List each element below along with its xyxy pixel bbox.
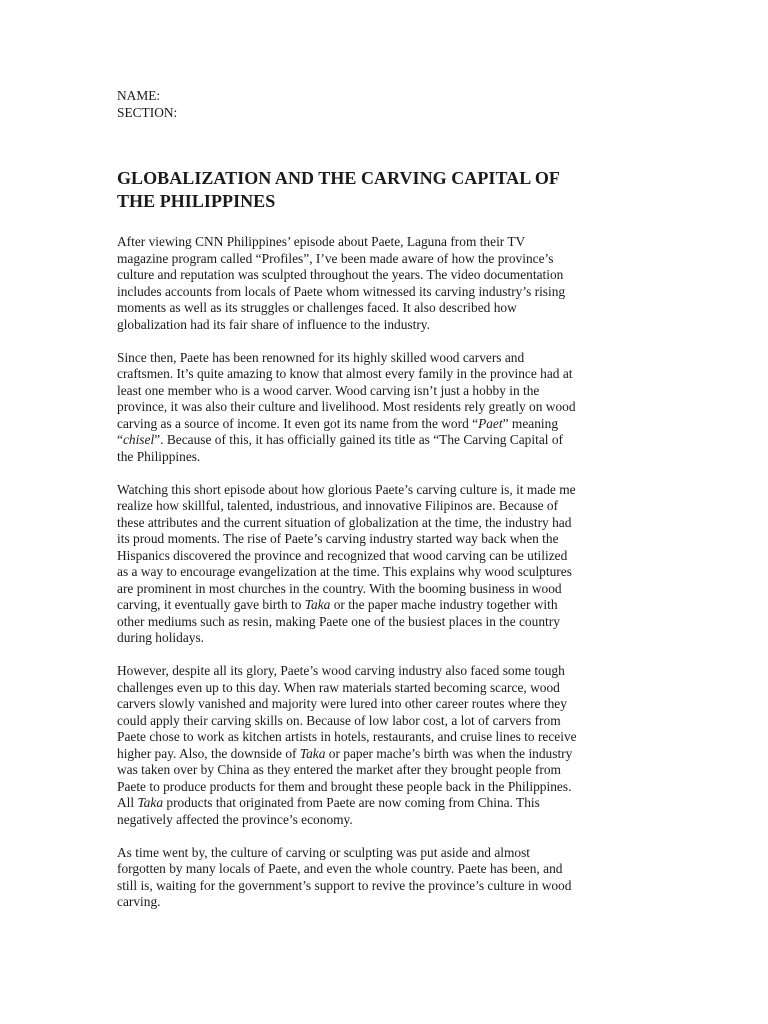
paragraph-line: Paete to produce products for them and brought these people back in the Philippines. <box>117 778 572 794</box>
paragraph-line: these attributes and the current situation of globalization at the time, the industry had <box>117 514 572 530</box>
paragraph-line: Hispanics discovered the province and recognized that wood carving can be utilized <box>117 547 568 563</box>
text-run: ” meaning <box>502 415 559 431</box>
italic-word: Paet <box>478 415 503 431</box>
paragraph-line: includes accounts from locals of Paete whom witnessed its carving industry’s rising <box>117 283 566 299</box>
document-title <box>117 167 657 213</box>
paragraph-line: magazine program called “Profiles”, I’ve been made aware of how the province’s <box>117 250 554 266</box>
text-run: or paper mache’s birth was when the industry <box>325 745 573 761</box>
paragraph-line: As time went by, the culture of carving or sculpting was put aside and almost <box>117 844 531 860</box>
paragraph-line: least one member who is a wood carver. Wood carving isn’t just a hobby in the <box>117 382 540 398</box>
italic-word: Taka <box>299 745 326 761</box>
paragraph-line: could apply their carving skills on. Because of low labor cost, a lot of carvers from <box>117 712 561 728</box>
paragraph-line: However, despite all its glory, Paete’s wood carving industry also faced some tough <box>117 663 565 678</box>
section-label: SECTION: <box>117 104 178 120</box>
paragraph-3 <box>117 482 657 647</box>
paragraph-line: forgotten by many locals of Paete, and even the whole country. Paete has been, and <box>117 861 563 876</box>
paragraph-line: moments as well as its struggles or challenges faced. It also described how <box>117 300 517 315</box>
paragraph-2 <box>117 350 657 466</box>
paragraph-line: carvers slowly vanished and majority were lured into other career routes where they <box>117 696 567 711</box>
paragraph-line: carving. <box>117 894 161 909</box>
document-page <box>117 88 657 911</box>
text-run: ”. Because of this, it has officially gained its title as “The Carving Capital of <box>154 432 563 447</box>
italic-word: Taka <box>137 795 164 810</box>
paragraph-line: during holidays. <box>117 630 205 645</box>
text-run: products that originated from Paete are now coming from China. This <box>163 795 540 810</box>
paragraph-line: realize how skillful, talented, industrious, and innovative Filipinos are. Because of <box>117 498 559 513</box>
paragraph-line: its proud moments. The rise of Paete’s carving industry started way back when the <box>117 531 559 546</box>
paragraph-line: craftsmen. It’s quite amazing to know that almost every family in the province had at <box>117 366 573 381</box>
paragraph-line: globalization had its fair share of influence to the industry. <box>117 316 430 332</box>
paragraph-line: still is, waiting for the government’s support to revive the province’s culture in wood <box>117 877 572 893</box>
paragraph-5 <box>117 845 657 911</box>
text-run: or the paper mache industry together with <box>330 597 558 612</box>
paragraph-line: province, it was also their culture and livelihood. Most residents rely greatly on wood <box>117 399 576 414</box>
text-run: higher pay. Also, the downside of <box>117 745 300 761</box>
text-run: All <box>117 795 138 810</box>
paragraph-line <box>117 416 657 433</box>
paragraph-line <box>117 795 657 812</box>
italic-word: chisel <box>122 432 155 447</box>
paragraph-line: the Philippines. <box>117 448 201 464</box>
paragraph-line: After viewing CNN Philippines’ episode about Paete, Laguna from their TV <box>117 234 526 249</box>
paragraph-line: other mediums such as resin, making Paete one of the busiest places in the country <box>117 613 560 629</box>
paragraph-1 <box>117 234 657 333</box>
text-run: carving as a source of income. It even got its name from the word “ <box>117 415 479 431</box>
text-run: carving, it eventually gave birth to <box>117 597 305 612</box>
title-line-1: GLOBALIZATION AND THE CARVING CAPITAL OF <box>117 168 560 188</box>
paragraph-line: are prominent in most churches in the country. With the booming business in wood <box>117 580 562 596</box>
paragraph-line: culture and reputation was sculpted throughout the years. The video documentation <box>117 267 564 282</box>
text-run: “ <box>117 432 123 447</box>
paragraph-line <box>117 432 657 449</box>
paragraph-line <box>117 746 657 763</box>
paragraph-line: was taken over by China as they entered the market after they brought people from <box>117 762 561 777</box>
paragraph-4 <box>117 663 657 828</box>
paragraph-line: negatively affected the province’s economy. <box>117 811 353 827</box>
title-line-2: THE PHILIPPINES <box>117 191 276 211</box>
paragraph-line: Since then, Paete has been renowned for its highly skilled wood carvers and <box>117 349 525 365</box>
italic-word: Taka <box>304 597 331 612</box>
paragraph-line <box>117 597 657 614</box>
name-label: NAME: <box>117 88 161 103</box>
paragraph-line: as a way to encourage evangelization at the time. This explains why wood sculptures <box>117 564 572 579</box>
paragraph-line: Watching this short episode about how glorious Paete’s carving culture is, it made me <box>117 481 576 497</box>
paragraph-line: Paete chose to work as kitchen artists in hotels, restaurants, and cruise lines to receive <box>117 729 577 744</box>
paragraph-line: challenges even up to this day. When raw materials started becoming scarce, wood <box>117 679 560 695</box>
